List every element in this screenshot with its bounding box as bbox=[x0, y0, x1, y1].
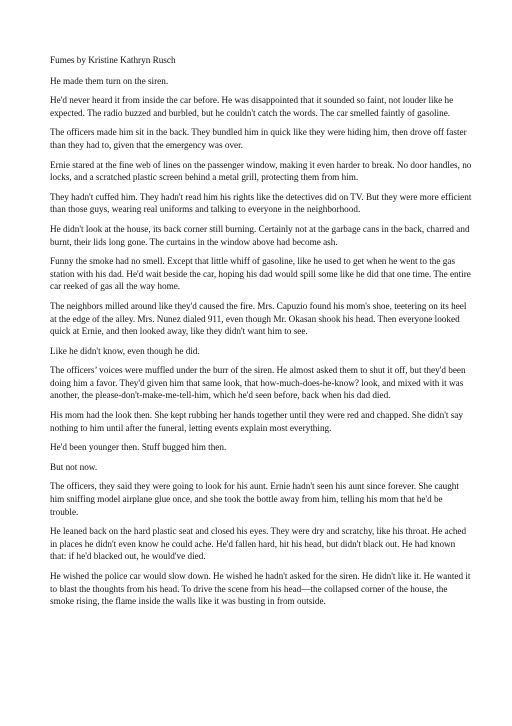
paragraph: He made them turn on the siren. bbox=[50, 75, 169, 86]
paragraph: The officers’ voices were muffled under the burr of the siren. He almost asked them to shut it off, but they'd been doing him a favor. They'd given him that same look, that how-much-does-he-know? look, and mixed with it was another, the please-don't-make-me-tell-him, which he'd seen before, back when his dad died. bbox=[50, 365, 466, 401]
paragraph: He'd never heard it from inside the car before. He was disappointed that it sounded so faint, not louder like he expected. The radio buzzed and burbled, but he couldn't catch the words. The car smelled faintly of gasoline. bbox=[50, 95, 454, 118]
document-title: Fumes by Kristine Kathryn Rusch bbox=[50, 55, 176, 65]
paragraph: He leaned back on the hard plastic seat and closed his eyes. They were dry and scratchy, like his throat. He ached in places he didn't even know he could ache. He'd fallen hard, hit his head, but didn't black out. He had known that: if he'd blacked out, he would've died. bbox=[50, 526, 467, 562]
paragraph: They hadn't cuffed him. They hadn't read him his rights like the detectives did on TV. But they were more efficient than those guys, wearing real uniforms and talking to everyone in the neighborhood. bbox=[50, 191, 472, 215]
paragraph: But not now. bbox=[50, 461, 98, 472]
paragraph: He'd been younger then. Stuff bugged him then. bbox=[50, 442, 227, 453]
paragraph: Like he didn't know, even though he did. bbox=[50, 345, 200, 356]
document-page bbox=[50, 54, 472, 615]
paragraph: He didn't look at the house, its back corner still burning. Certainly not at the garbage cans in the back, charred and burnt, their lids long gone. The curtains in the window above had become ash. bbox=[50, 223, 470, 247]
paragraph: He wished the police car would slow down. He wished he hadn't asked for the siren. He didn't like it. He wanted it to blast the thoughts from his head. To drive the scene from his head—the collapsed corner of the house, the smoke rising, the flame inside the walls like it was busting in from outside. bbox=[50, 571, 471, 607]
paragraph: The neighbors milled around like they'd caused the fire. Mrs. Capuzio found his mom's shoe, teetering on its heel at the edge of the alley. Mrs. Nunez dialed 911, even though Mr. Okasan shook his head. Then everyone looked quick at Ernie, and then looked away, like they didn't want him to see. bbox=[50, 300, 467, 337]
paragraph: Ernie stared at the fine web of lines on the passenger window, making it even harder to break. No door handles, no locks, and a scratched plastic screen behind a metal grill, protecting them from him. bbox=[50, 159, 472, 183]
paragraph: The officers made him sit in the back. They bundled him in quick like they were hiding him, then drove off faster than they had to, given that the emergency was over. bbox=[50, 127, 467, 150]
paragraph: The officers, they said they were going to look for his aunt. Ernie hadn't seen his aunt since forever. She caught him sniffing model airplane glue once, and she took the bottle away from him, telling his mom that he'd be trouble. bbox=[50, 481, 459, 517]
paragraph: Funny the smoke had no smell. Except that little whiff of gasoline, like he used to get when he went to the gas station with his dad. He'd wait beside the car, hoping his dad would spill some like he did that one time. The entire car reeked of gas all the way home. bbox=[50, 256, 471, 292]
paragraph: His mom had the look then. She kept rubbing her hands together until they were red and chapped. She didn't say nothing to him until after the funeral, letting events explain most everything. bbox=[50, 410, 463, 433]
